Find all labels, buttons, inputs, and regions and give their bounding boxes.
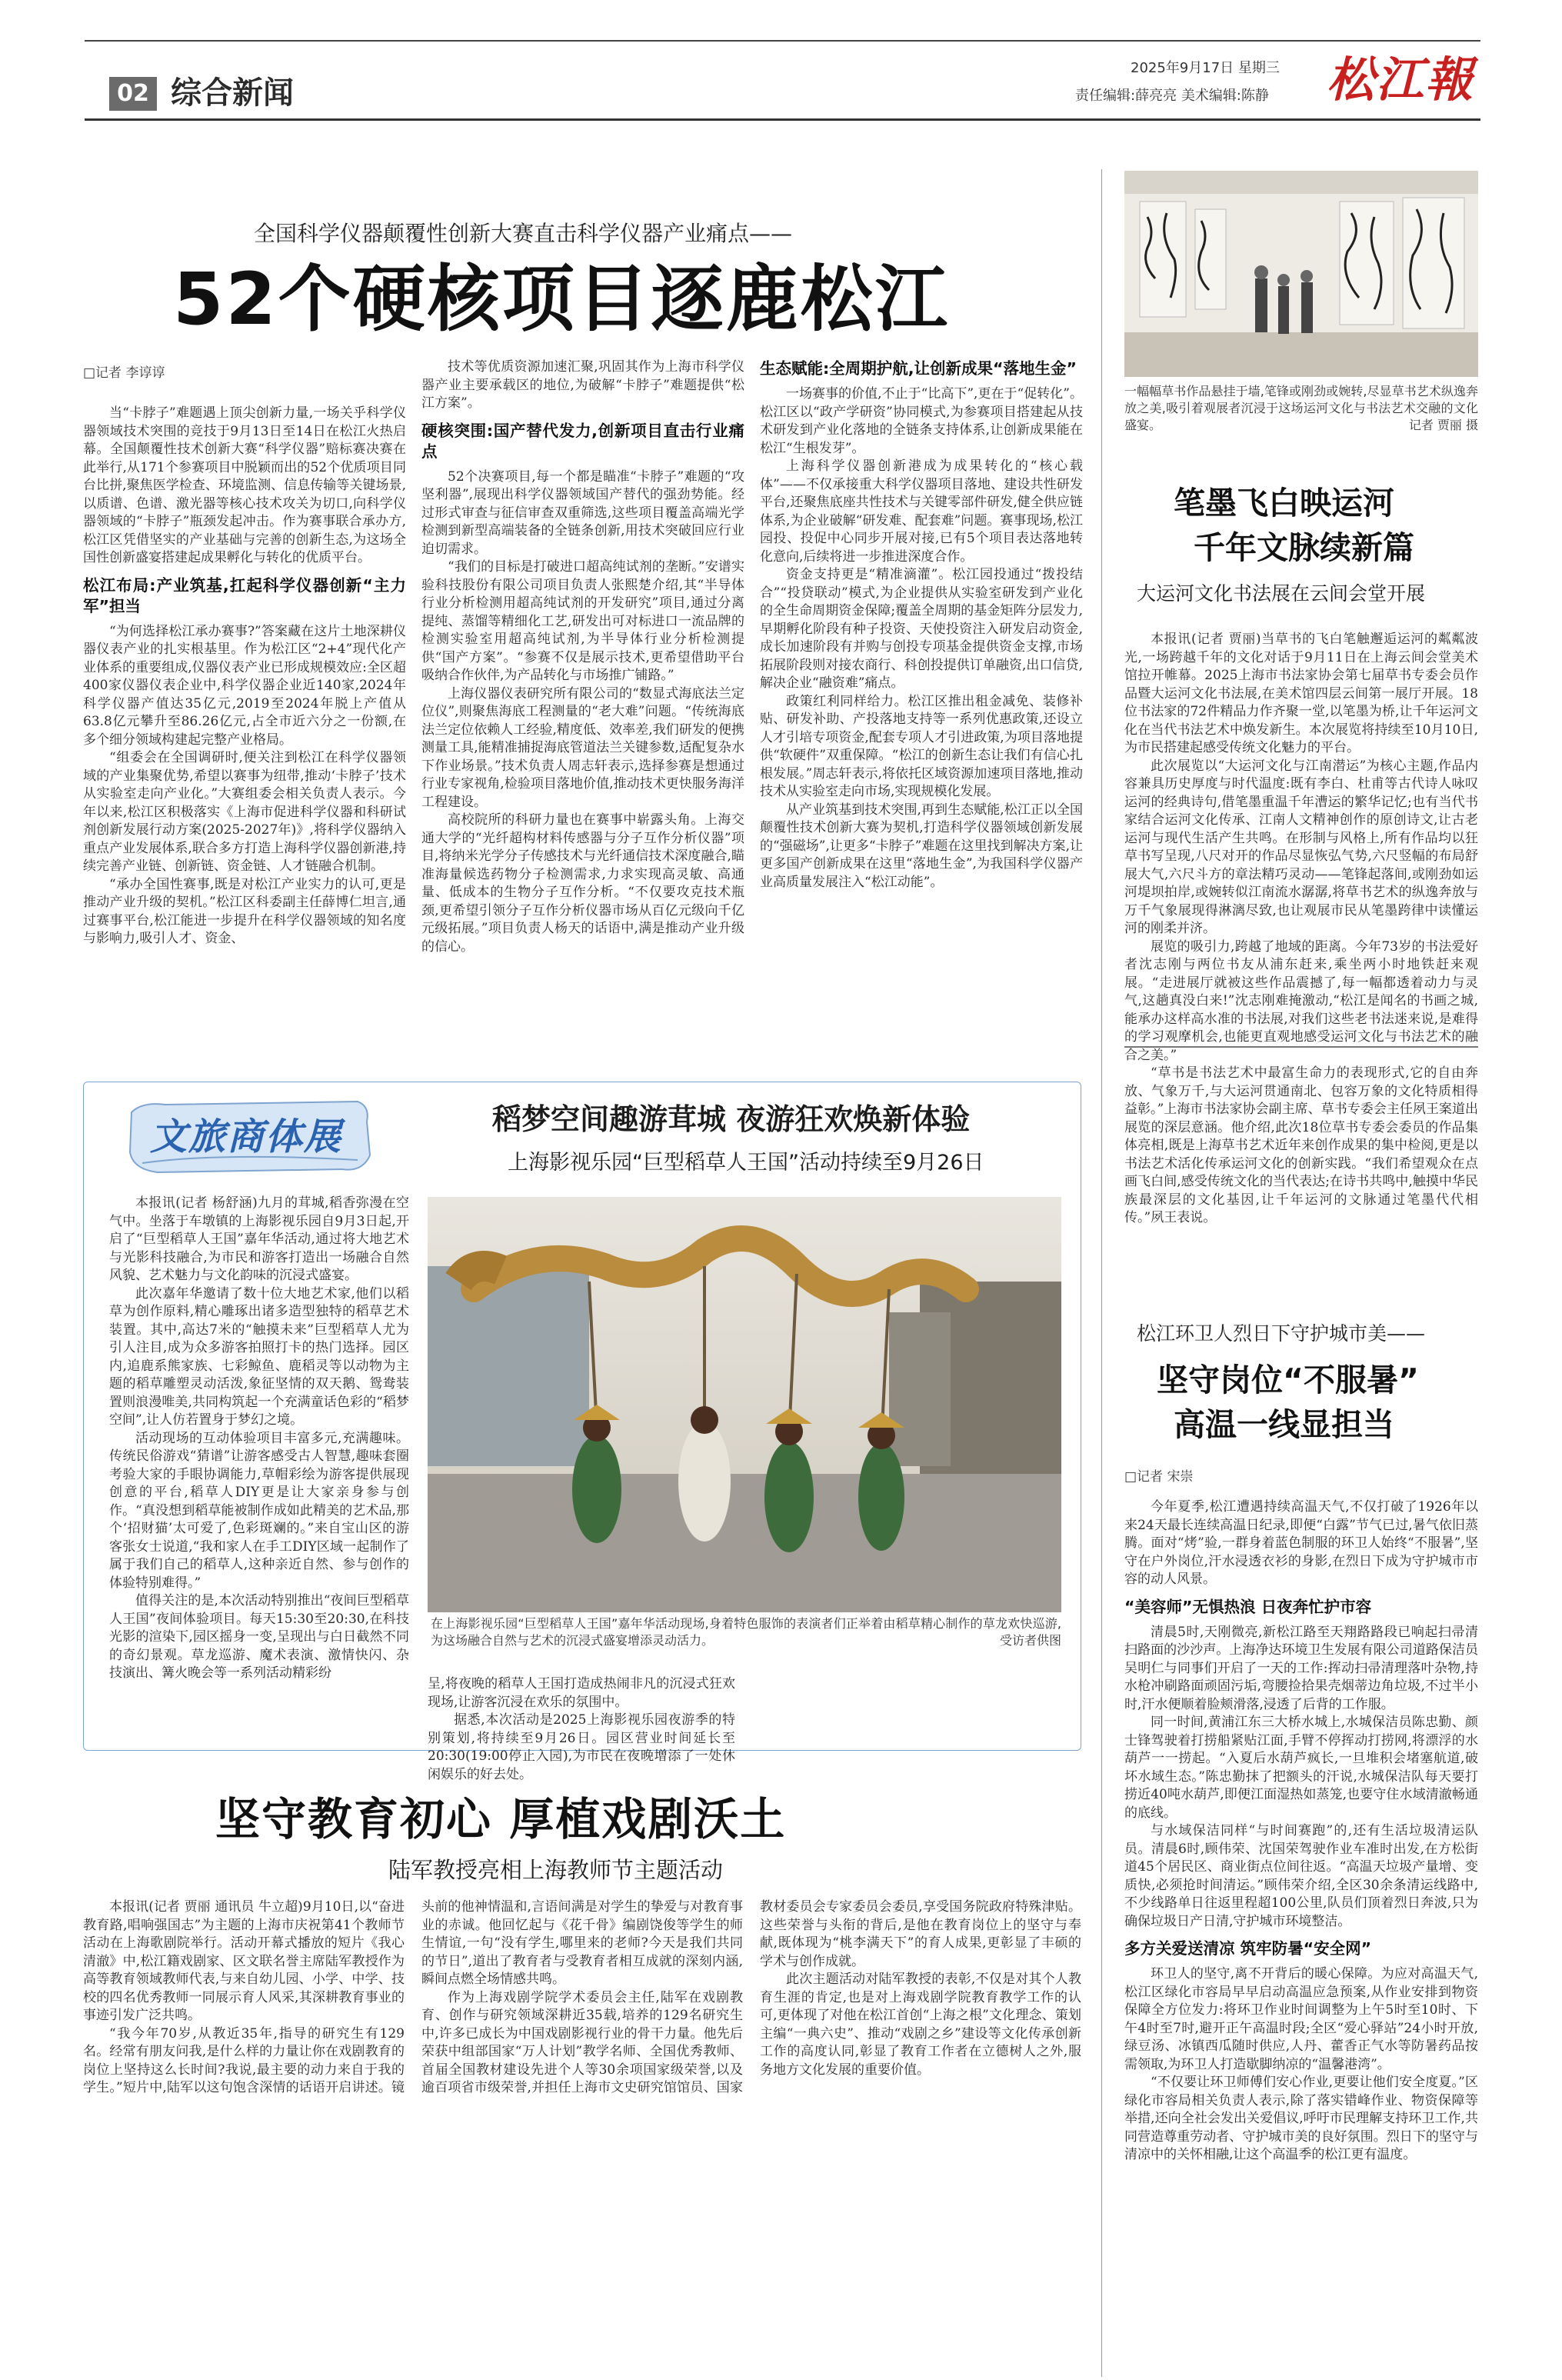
sanitation-paragraph: 与水域保洁同样“与时间赛跑”的,还有生活垃圾清运队员。清晨6时,顾伟荣、沈国荣驾驶作业车准时出发,在方松街道45个居民区、商业街点位间往返。“高温天垃圾产量增、变质快,必须抢时间清运。”顾伟荣介绍,全区30余条清运线路中,不少线路单日往返里程超100公里,队员们顶着烈日奔波,只为确保垃圾日产日清,守护城市环境整洁。 — [1124, 1823, 1478, 1929]
lead-paragraph: 一场赛事的价值,不止于“比高下”,更在于“促转化”。松江区以“政产学研资”协同模式,为参赛项目搭建起从技术研发到产业化落地的全链条支持体系,让创新成果能在松江“生根发芽”。 — [760, 386, 1083, 456]
sanitation-body — [1124, 1498, 1478, 2369]
calligraphy-headline-2: 千年文脉续新篇 — [1194, 529, 1414, 566]
culture-subhead: 上海影视乐园“巨型稻草人王国”活动持续至9月26日 — [508, 1151, 984, 1175]
lead-subhead-3: 生态赋能:全周期护航,让创新成果“落地生金” — [760, 359, 1077, 378]
scarecrow-parade-image — [428, 1197, 1061, 1612]
calligraphy-photo-credit: 记者 贾丽 摄 — [1408, 418, 1478, 432]
culture-paragraph: 活动现场的互动体验项目丰富多元,充满趣味。传统民俗游戏“猜谱”让游客感受古人智慧,趣味套圈考验大家的手眼协调能力,草帽彩绘为游客提供展现创意的平台,稻草人DIY更是让大家亲身参与创作。“真没想到稻草能被制作成如此精美的艺术品,那个‘招财猫’太可爱了,色彩斑斓的。”来自宝山区的游客张女士说道,“我和家人在手工DIY区域一起制作了属于我们自己的稻草人,这种亲近自然、参与创作的体验特别难得。” — [109, 1430, 409, 1591]
lead-byline: □记者 李谆谆 — [83, 365, 165, 381]
lead-paragraph: “组委会在全国调研时,便关注到松江在科学仪器领域的产业集聚优势,希望以赛事为纽带,推动‘卡脖子’技术从实验室走向产业化。”大赛组委会相关负责人表示。今年以来,松江区积极落实《上海市促进科学仪器和科研试剂创新发展行动方案(2025-2027年)》,将科学仪器纳入重点产业发展体系,联合多方打造上海科学仪器创新港,持续完善产业链、创新链、资金链、人才链融合机制。 — [83, 750, 406, 874]
calligraphy-hall-image — [1124, 171, 1478, 377]
lead-paragraph: 52个决赛项目,每一个都是瞄准“卡脖子”难题的“攻坚利器”,展现出科学仪器领域国产替代的强劲势能。经过形式审查与征信审查双重筛选,这些项目覆盖高端光学检测到新型高端装备的全链条创新,用技术突破回应行业迫切需求。 — [421, 468, 744, 557]
sanitation-kicker: 松江环卫人烈日下守护城市美—— — [1137, 1322, 1426, 1345]
culture-paragraph: 此次嘉年华邀请了数十位大地艺术家,他们以稻草为创作原料,精心雕琢出诸多造型独特的稻草艺术装置。其中,高达7米的“触摸未来”巨型稻草人尤为引人注目,成为众多游客拍照打卡的热门选择。园区内,追鹿系熊家族、七彩鲸鱼、鹿稻灵等以动物为主题的稻草雕塑灵动活泼,象征坚情的双天鹅、鸳鸯装置则浪漫唯美,共同构筑起一个充满童话色彩的“稻梦空间”,让人仿若置身于梦幻之境。 — [109, 1285, 409, 1428]
editors-line: 责任编辑:薛亮亮 美术编辑:陈静 — [1075, 88, 1269, 104]
lead-headline: 52个硬核项目逐鹿松江 — [173, 258, 950, 342]
culture-paragraph: 本报讯(记者 杨舒涵)九月的茸城,稻香弥漫在空气中。坐落于车墩镇的上海影视乐园自9月3日起,开启了“巨型稻草人王国”嘉年华活动,通过将大地艺术与光影科技融合,为市民和游客打造出一场融合自然风貌、艺术魅力与文化韵味的沉浸式盛宴。 — [109, 1195, 409, 1283]
education-paragraph: 作为上海戏剧学院学术委员会主任,陆军在戏剧教育、创作与研究领域深耕近35载,培养的129名研究生中,许多已成长为中国戏剧影视行业的骨干力量。他先后荣获中组部国家“万人计划”教学名师、全国优秀教师、首届全国教材建设先进个人等30余项国家级荣誉,以及逾百项省市级荣誉,并担任上海市文史研究馆馆员、国家教材委员会专家委员会委员,享受国务院政府特殊津贴。这些荣誉与头衔的背后,是他在教育岗位上的坚守与奉献,既体现为“桃李满天下”的育人成果,更彰显了丰硕的学术与创作成就。 — [421, 1899, 1081, 2095]
scarecrow-parade-photo — [428, 1197, 1061, 1612]
education-headline: 坚守教育初心 厚植戏剧沃土 — [215, 1793, 787, 1845]
lead-paragraph: 上海仪器仪表研究所有限公司的“数显式海底法兰定位仪”,则聚焦海底工程测量的“老大难”问题。“传统海底法兰定位依赖人工经验,精度低、效率差,我们研发的便携测量工具,能精准捕捉海底管道法兰关键参数,适配复杂水下作业场景。”技术负责人周志轩表示,选择参赛是想通过行业专家视角,检验项目落地价值,推动技术更快服务海洋工程建设。 — [421, 685, 744, 810]
lead-paragraph: 政策红利同样给力。松江区推出租金减免、装修补贴、研发补助、产投落地支持等一系列优惠政策,还设立人才引培专项资金,配套专项人才引进政策,为项目落地提供“软硬件”双重保障。“松江的创新生态让我们有信心扎根发展。”周志轩表示,将依托区域资源加速项目落地,推动技术从实验室走向市场,实现规模化发展。 — [760, 693, 1083, 799]
education-paragraph: 本报讯(记者 贾丽 通讯员 牛立超)9月10日,以“奋进教育路,唱响强国志”为主题的上海市庆祝第41个教师节活动在上海歌剧院举行。活动开幕式播放的短片《我心清澈》中,松江籍戏剧家、区文联名誉主席陆军教授作为高等教育领域教师代表,与来自幼儿园、小学、中学、技校的四名优秀教师一同展示育人风采,其深耕教育事业的事迹引发广泛共鸣。 — [83, 1899, 405, 2023]
calligraphy-body — [1124, 631, 1478, 1225]
culture-left-column — [109, 1195, 409, 1681]
lead-paragraph: “我们的目标是打破进口超高纯试剂的垄断。”安谱实验科技股份有限公司项目负责人张熙楚介绍,其“半导体行业分析检测用超高纯试剂的开发研究”项目,通过分离提纯、蒸馏等精细化工艺,研发出可对标进口一流品牌的检测实验室用超高纯试剂,为半导体行业分析检测提供“国产方案”。“参赛不仅是展示技术,更希望借助平台吸纳合作伙伴,为产品转化与市场推广铺路。” — [421, 559, 744, 683]
calligraphy-paragraph: 此次展览以“大运河文化与江南潜运”为核心主题,作品内容兼具历史厚度与时代温度:既有李白、杜甫等古代诗人咏叹运河的经典诗句,借笔墨重温千年漕运的繁华记忆;也有当代书家结合运河文化传承、江南人文精神创作的原创诗文,让古老运河与现代生活产生共鸣。在形制与风格上,所有作品均以狂草书写呈现,八尺对开的作品尽显恢弘气势,六尺竖幅的布局舒展大气,六尺斗方的章法精巧灵动——笔锋起落间,或刚劲如运河堤坝拍岸,或婉转似江南流水潺潺,将草书艺术的纵逸奔放与万千气象展现得淋漓尽致,也让观展市民从笔墨跨律中读懂运河的刚柔并济。 — [1124, 758, 1478, 936]
sanitation-paragraph: 清晨5时,天刚微亮,新松江路至天翔路路段已响起扫帚清扫路面的沙沙声。上海净达环境卫生发展有限公司道路保洁员吴明仁与同事们开启了一天的工作:挥动扫帚清理落叶杂物,持水枪冲刷路面顽固污垢,弯腰捡拾果壳烟蒂边角垃圾,不过半小时,汗水便顺着脸颊滑落,浸透了后背的工作服。 — [1124, 1624, 1478, 1712]
sanitation-headline-1: 坚守岗位“不服暑” — [1157, 1362, 1419, 1398]
sanitation-subhead-1: “美容师”无惧热浪 日夜奔忙护市容 — [1124, 1597, 1372, 1616]
sanitation-paragraph: 环卫人的坚守,离不开背后的暖心保障。为应对高温天气,松江区绿化市容局早早启动高温应急预案,从作业安排到物资保障全方位发力:将环卫作业时间调整为上午5时至10时、下午4时至7时,避开正午高温时段;全区“爱心驿站”24小时开放,绿豆汤、冰镇西瓜随时供应,人丹、藿香正气水等防暑药品按需领取,为环卫人打造歇脚纳凉的“温馨港湾”。 — [1124, 1966, 1478, 2072]
culture-bottom-1 — [428, 1675, 735, 1782]
lead-subhead-1: 松江布局:产业筑基,扛起科学仪器创新“主力军”担当 — [83, 575, 406, 615]
sanitation-subhead-2: 多方关爱送清凉 筑牢防暑“安全网” — [1124, 1939, 1372, 1958]
calligraphy-caption: 一幅幅草书作品悬挂于墙,笔锋或刚劲或婉转,尽显草书艺术纵逸奔放之美,吸引着观展者沉浸于这场运河文化与书法艺术交融的文化盛宴。 记者 贾丽 摄 — [1124, 384, 1478, 432]
lead-paragraph: 资金支持更是“精准滴灌”。松江园投通过“拨投结合”“投贷联动”模式,为企业提供从实验室研发到产业化的全生命周期资金保障;覆盖全周期的基金矩阵分层发力,早期孵化阶段有种子投资、天使投资注入研发启动资金,成长加速阶段有并购与创投专项基金提供资金支撑,市场拓展阶段则对接农商行、科创投提供订单融资,出口信贷,解决企业“融资难”痛点。 — [760, 567, 1083, 691]
lead-kicker: 全国科学仪器颠覆性创新大赛直击科学仪器产业痛点—— — [254, 221, 793, 246]
culture-paragraph: 值得关注的是,本次活动特别推出“夜间巨型稻草人王国”夜间体验项目。每天15:30至20:30,在科技光影的渲染下,园区摇身一变,呈现出与白日截然不同的奇幻景观。草龙巡游、魔术表演、激情快闪、杂技演出、篝火晚会等一系列活动精彩纷 — [109, 1593, 409, 1681]
calligraphy-exhibition-photo — [1124, 171, 1478, 377]
newspaper-logo: 松江報 — [1327, 52, 1475, 108]
education-paragraph: “我今年70岁,从教近35年,指导的研究生有129名。经常有朋友问我,是什么样的力量让你在戏剧教育的岗位上坚持这么长时间?我说,最主要的动力来自于我的学生。”短片中,陆军以这句饱含深情的话语开启讲述。镜头前的他神情温和,言语间满是对学生的挚爱与对教育事业的赤诚。他回忆起与《花千骨》编剧饶俊等学生的师生情谊,一句“没有学生,哪里来的老师?今天是我们共同的节日”,道出了教育者与受教育者相互成就的深刻内涵,瞬间点燃全场情感共鸣。 — [83, 1899, 743, 2095]
lead-paragraph: 技术等优质资源加速汇聚,巩固其作为上海市科学仪器产业主要承载区的地位,为破解“卡脖子”难题提供“松江方案”。 — [421, 359, 744, 411]
culture-photo-credit: 受访者供图 — [999, 1633, 1061, 1648]
lead-paragraph: 当“卡脖子”难题遇上顶尖创新力量,一场关乎科学仪器领域技术突围的竞技于9月13日至14日在松江火热启幕。全国颠覆性技术创新大赛“科学仪器”赔标赛决赛在此举行,从171个参赛项目中脱颖而出的52个优质项目同台比拼,聚焦医学检查、环境监测、信息传输等关键场景,以质谱、色谱、激光器等核心技术攻关为切口,向科学仪器领域的“卡脖子”瓶颈发起冲击。作为赛事联合承办方,松江区凭借坚实的产业基础与完善的创新生态,为这场全国性创新盛宴搭建起成果孵化与转化的优质平台。 — [83, 405, 406, 565]
lead-column-1 — [83, 405, 406, 1070]
education-subhead: 陆军教授亮相上海教师节主题活动 — [388, 1857, 724, 1883]
education-paragraph: 此次主题活动对陆军教授的表彰,不仅是对其个人教育生涯的肯定,也是对上海戏剧学院教育教学工作的认可,更体现了对他在松江首创“上海之根”文化理念、策划主编“一典六史”、推动“戏剧之乡”建设等文化传承创新工作的高度认同,彰显了教育工作者在立德树人之外,服务地方文化发展的重要价值。 — [760, 1972, 1081, 2078]
lead-paragraph: “为何选择松江承办赛事?”答案藏在这片土地深耕仪器仪表产业的扎实根基里。作为松江区“2+4”现代化产业体系的重要组成,仪器仪表产业已形成规模效应:全区超400家仪器仪表企业中,科学仪器企业近140家,2024年科学仪器产值达35亿元,2019至2024年脱上产值从63.8亿元攀升至86.26亿元,占全市近六分之一份额,在多个细分领域构建起完整产业格局。 — [83, 623, 406, 748]
calligraphy-headline-1: 笔墨飞白映运河 — [1174, 485, 1394, 522]
page-number-badge: 02 — [109, 77, 157, 111]
education-body — [83, 1898, 1081, 2368]
calligraphy-paragraph: 本报讯(记者 贾丽)当草书的飞白笔触邂逅运河的粼粼波光,一场跨越千年的文化对话于9月11日在上海云间会堂美术馆拉开帷幕。2025上海市书法家协会第七届草书专委会员作品暨大运河文化书法展,在美术馆四层云间第一展厅开展。18位书法家的72件精品力作齐聚一堂,以笔墨为桥,让千年运河文化在当代书法艺术中焕发新生。本次展览将持续至10月10日,为市民搭建起感受传统文化魅力的平台。 — [1124, 632, 1478, 755]
issue-date: 2025年9月17日 星期三 — [1131, 60, 1280, 76]
calligraphy-paragraph: 展览的吸引力,跨越了地域的距离。今年73岁的书法爱好者沈志刚与两位书友从浦东赶来,乘坐两小时地铁赶来观展。“走进展厅就被这些作品震撼了,每一幅都透着动力与灵气,这趟真没白来!”沈志刚难掩激动,“松江是闻名的书画之城,能承办这样高水准的书法展,对我们这些老书法迷来说,是难得的学习观摩机会,也能更直观地感受运河文化与书法艺术的融合之美。” — [1124, 938, 1478, 1063]
lead-column-2 — [421, 358, 744, 1070]
sanitation-paragraph: “不仅要让环卫师傅们安心作业,更要让他们安全度夏。”区绿化市容局相关负责人表示,除了落实错峰作业、物资保障等举措,还向全社会发出关爱倡议,呼吁市民理解支持环卫工作,共同营造尊重劳动者、守护城市美的良好氛围。烈日下的坚守与清凉中的关怀相融,让这个高温季的松江更有温度。 — [1124, 2075, 1478, 2162]
lead-paragraph: 上海科学仪器创新港成为成果转化的“核心载体”——不仅承接重大科学仪器项目落地、建设共性研发平台,还聚焦底座共性技术与关键零部件研发,健全供应链体系,为企业破解“研发难、配套难”问题。赛事现场,松江园投、投促中心同步开展对接,已有5个项目表达落地转化意向,后续将进一步推进深度合作。 — [760, 458, 1083, 565]
lead-column-3 — [760, 358, 1083, 1070]
lead-subhead-2: 硬核突围:国产替代发力,创新项目直击行业痛点 — [421, 421, 744, 461]
culture-badge-label: 文旅商体展 — [150, 1115, 343, 1158]
sanitation-headline-2: 高温一线显担当 — [1174, 1406, 1394, 1443]
lead-paragraph: “承办全国性赛事,既是对松江产业实力的认可,更是推动产业升级的契机。”松江区科委副主任薛博仁坦言,通过赛事平台,松江能进一步提升在科学仪器领域的知名度与影响力,吸引人才、资金、 — [83, 876, 406, 946]
calligraphy-subhead: 大运河文化书法展在云间会堂开展 — [1137, 582, 1426, 605]
culture-photo-caption: 在上海影视乐园“巨型稻草人王国”嘉年华活动现场,身着特色服饰的表演者们正举着由稻草精心制作的草龙欢快巡游,为这场融合自然与艺术的沉浸式盛宴增添灵动活力。 受访者供图 — [431, 1616, 1061, 1648]
lead-paragraph: 从产业筑基到技术突围,再到生态赋能,松江正以全国颠覆性技术创新大赛为契机,打造科学仪器领域创新发展的“强磁场”,让更多“卡脖子”难题在这里找到解决方案,让更多国产创新成果在这里“落地生金”,为我国科学仪器产业高质量发展注入“松江动能”。 — [760, 802, 1083, 890]
sanitation-paragraph: 今年夏季,松江遭遇持续高温天气,不仅打破了1926年以来24天最长连续高温日纪录,即便“白露”节气已过,暑气依旧蒸腾。面对“烤”验,一群身着蓝色制服的环卫人始终“不服暑”,坚守在户外岗位,汗水浸透衣衫的身影,在烈日下成为守护城市市容的动人风景。 — [1124, 1499, 1478, 1587]
section-title: 综合新闻 — [171, 75, 294, 111]
calligraphy-paragraph: “草书是书法艺术中最富生命力的表现形式,它的自由奔放、气象万千,与大运河贯通南北、包容万象的文化特质相得益彰。”上海市书法家协会副主席、草书专委会主任夙王案道出展览的深层意涵。他介绍,此次18位草书专委会委员的作品集体亮相,既是上海草书艺术近年来创作成果的集中检阅,更是以书法艺术活化传承运河文化的创新实践。“我们希望观众在点画飞白间,感受传统文化的当代表达;在诗书共鸣中,触摸中华民族最深层的文化基因,让千年运河的文脉通过笔墨代代相传。”夙王表说。 — [1124, 1065, 1478, 1225]
sanitation-byline: □记者 宋崇 — [1124, 1469, 1194, 1485]
culture-paragraph: 呈,将夜晚的稻草人王国打造成热闹非凡的沉浸式狂欢现场,让游客沉浸在欢乐的氛围中。 — [428, 1676, 735, 1710]
culture-badge — [127, 1098, 373, 1175]
sanitation-paragraph: 同一时间,黄浦江东三大桥水城上,水城保洁员陈忠勤、颜士锋驾驶着打捞船紧贴江面,手臂不停挥动打捞网,将漂浮的水葫芦一一捞起。“入夏后水葫芦疯长,一旦堆积会堵塞航道,破坏水域生态。”陈忠勤抹了把额头的汗说,水城保洁队每天要打捞近40吨水葫芦,即便江面湿热如蒸笼,也要守住水域清澈畅通的底线。 — [1124, 1715, 1478, 1821]
culture-paragraph: 据悉,本次活动是2025上海影视乐园夜游季的特别策划,将持续至9月26日。园区营业时间延长至20:30(19:00停止入园),为市民在夜晚增添了一处休闲娱乐的好去处。 — [428, 1712, 735, 1782]
culture-headline: 稻梦空间趣游茸城 夜游狂欢焕新体验 — [492, 1102, 971, 1136]
lead-paragraph: 高校院所的科研力量也在赛事中崭露头角。上海交通大学的“光纤超构材料传感器与分子互作分析仪器”项目,将纳米光学分子传感技术与光纤通信技术深度融合,瞄准海量候选药物分子检测需求,力求实现高灵敏、高通量、低成本的生物分子互作分析。“不仅要攻克技术瓶颈,更希望引领分子互作分析仪器市场从百亿元级向千亿元级拓展。”项目负责人杨天的话语中,满是推动产业升级的信心。 — [421, 812, 744, 955]
